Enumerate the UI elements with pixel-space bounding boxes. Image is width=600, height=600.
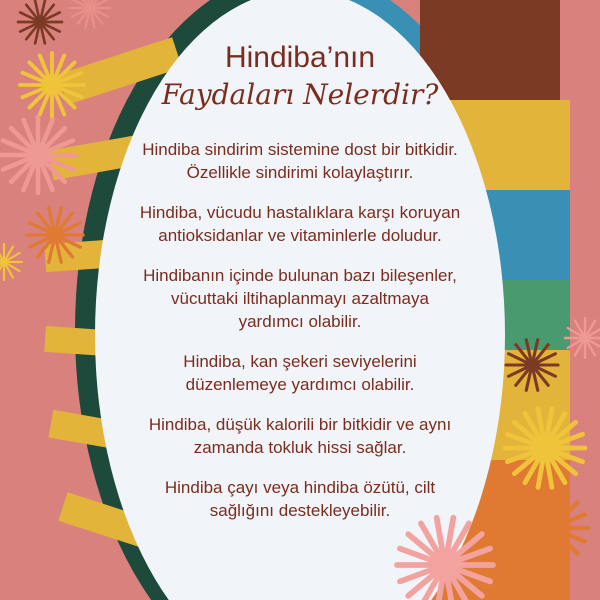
- benefit-2-line-2: antioksidanlar ve vitaminlerle doludur.: [158, 226, 442, 245]
- benefit-2-line-1: Hindiba, vücudu hastalıklara karşı koruyan: [139, 203, 461, 222]
- benefit-paragraph-4: [100, 350, 500, 396]
- benefit-3-line-2: vücuttaki iltihaplanmayı azaltmaya: [171, 289, 429, 308]
- benefit-6-line-1: Hindiba çayı veya hindiba özütü, cilt: [164, 478, 436, 497]
- benefit-paragraph-1: [100, 138, 500, 184]
- starburst-flower-icon: [20, 53, 84, 117]
- benefit-4-line-1: Hindiba, kan şekeri seviyelerini: [183, 352, 417, 371]
- benefit-5-line-2: zamanda tokluk hissi sağlar.: [193, 438, 407, 457]
- page-subtitle: Faydaları Nelerdir?: [161, 78, 439, 111]
- starburst-flower-icon: [516, 492, 588, 564]
- starburst-flower-icon: [0, 117, 76, 193]
- benefits-list: [100, 138, 500, 522]
- benefit-paragraph-5: [100, 413, 500, 459]
- page-title: Hindiba’nın: [224, 41, 376, 74]
- benefit-1-line-2: Özellikle sindirimi kolaylaştırır.: [186, 163, 414, 182]
- benefit-paragraph-3: [100, 264, 500, 333]
- content-area: [100, 40, 500, 539]
- benefit-3-line-1: Hindibanın içinde bulunan bazı bileşenler,: [143, 266, 457, 285]
- benefit-5-line-1: Hindiba, düşük kalorili bir bitkidir ve aynı: [148, 415, 452, 434]
- benefit-3-line-3: yardımcı olabilir.: [238, 312, 362, 331]
- benefit-paragraph-6: [100, 476, 500, 522]
- benefit-6-line-2: sağlığını destekleyebilir.: [209, 501, 391, 520]
- benefit-4-line-2: düzenlemeye yardımcı olabilir.: [185, 375, 415, 394]
- benefit-paragraph-2: [100, 201, 500, 247]
- benefit-1-line-1: Hindiba sindirim sistemine dost bir bitkidir.: [142, 140, 458, 159]
